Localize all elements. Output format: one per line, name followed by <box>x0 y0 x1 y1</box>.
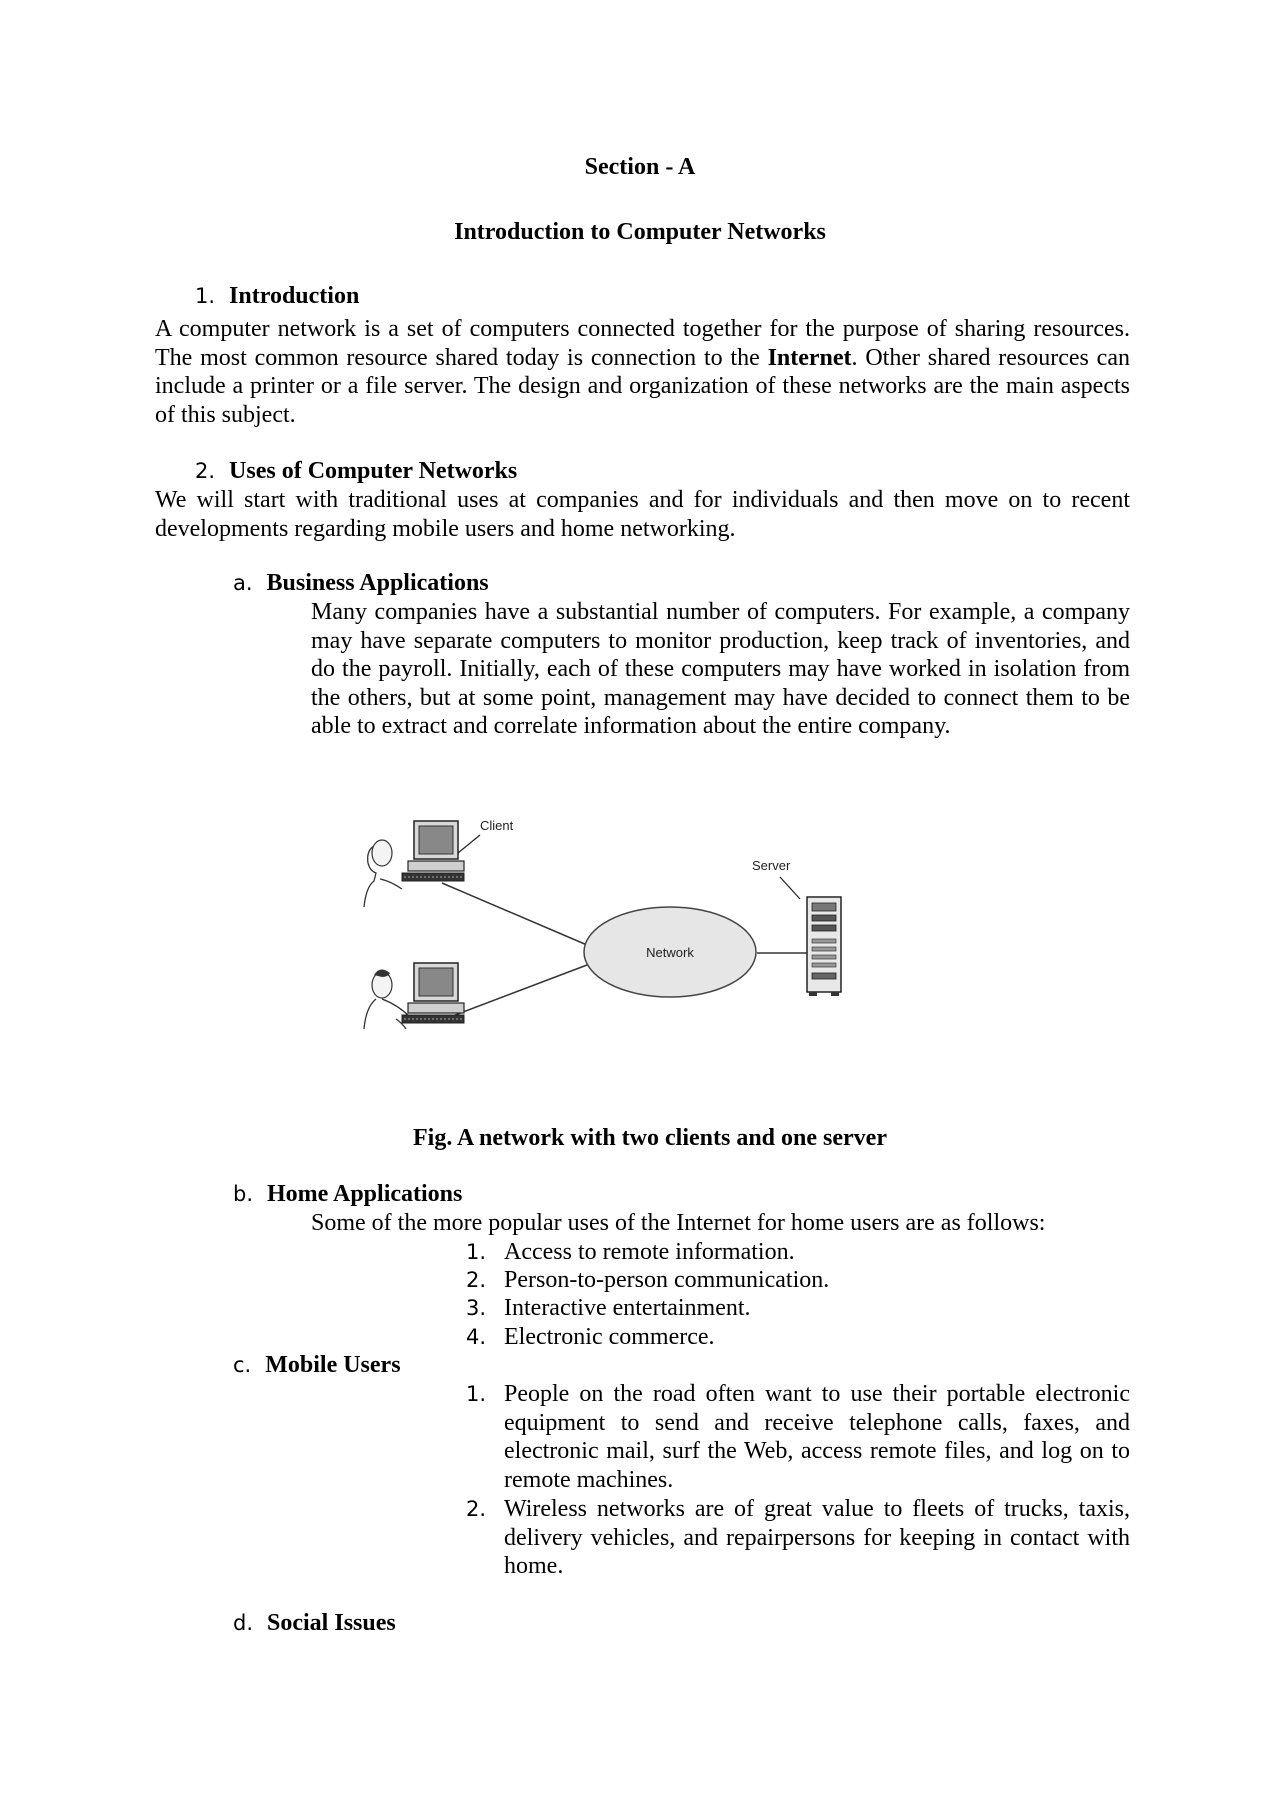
network-figure <box>362 815 852 1060</box>
server-label: Server <box>752 858 791 873</box>
list-item-number: 1. <box>466 1382 487 1406</box>
server-rack-icon <box>807 897 841 996</box>
subsection-c-title: Mobile Users <box>265 1352 401 1378</box>
section-title: Section - A <box>584 154 696 180</box>
subsection-b-letter: b. <box>233 1182 254 1206</box>
subsection-a-paragraph: Many companies have a substantial number of computers. For example, a company may have separate computers to monitor production, keep track of inventories, and do the payroll. Initially, each of these computers may have worked in isolation from the others, but at some point, management may have decided to connect them to be able to extract and correlate information about the entire company. <box>311 599 1130 739</box>
list-item-number: 3. <box>466 1296 487 1320</box>
client-label: Client <box>480 818 514 833</box>
subsection-b-intro: Some of the more popular uses of the Internet for home users are as follows: <box>311 1210 1046 1236</box>
server-pointer <box>780 877 800 899</box>
section-2-paragraph: We will start with traditional uses at companies and for individuals and then move on to recent developments regarding mobile users and home networking. <box>155 487 1130 542</box>
list-item-text: Interactive entertainment. <box>504 1295 751 1321</box>
client-pointer <box>458 835 480 853</box>
section-1-text-b: . Other shared resources can include a printer or a file server. The design and organization of these networks are the main aspects of this subject. <box>155 344 1130 428</box>
subsection-c-heading <box>233 1351 401 1380</box>
subsection-c-letter: c. <box>233 1353 252 1377</box>
network-label: Network <box>646 945 694 960</box>
section-1-heading <box>195 282 359 311</box>
subsection-a-heading <box>233 569 489 598</box>
list-item-text: Access to remote information. <box>504 1239 795 1265</box>
list-item-number: 2. <box>466 1497 487 1521</box>
client-computer-icon <box>364 821 464 907</box>
section-2-heading <box>195 457 517 486</box>
subsection-b-heading <box>233 1180 462 1209</box>
subsection-a-title: Business Applications <box>266 570 489 596</box>
subsection-d-letter: d. <box>233 1611 254 1635</box>
list-item-text: People on the road often want to use their portable electronic equipment to send and receive telephone calls, faxes, and electronic mail, surf the Web, access remote files, and log on to remote machines. <box>504 1381 1130 1493</box>
section-2-title: Uses of Computer Networks <box>229 458 518 484</box>
list-item-number: 1. <box>466 1240 487 1264</box>
list-item-text: Wireless networks are of great value to fleets of trucks, taxis, delivery vehicles, and repairpersons for keeping in contact with home. <box>504 1496 1130 1579</box>
section-1-paragraph <box>155 315 1130 429</box>
list-item-text: Electronic commerce. <box>504 1324 715 1350</box>
section-1-title: Introduction <box>229 283 360 309</box>
internet-term: Internet <box>767 344 852 371</box>
document-title: Introduction to Computer Networks <box>454 219 826 245</box>
list-item-number: 4. <box>466 1325 487 1349</box>
list-item-number: 2. <box>466 1268 487 1292</box>
subsection-a-letter: a. <box>233 571 253 595</box>
link-client1-network <box>442 883 587 945</box>
section-1-text-a: A computer network is a set of computers connected together for the purpose of sharing resources. The most common resource shared today is connection to the <box>155 316 1130 371</box>
figure-caption: Fig. A network with two clients and one server <box>413 1125 887 1151</box>
subsection-d-title: Social Issues <box>267 1610 396 1636</box>
section-1-number: 1. <box>195 284 216 308</box>
subsection-b-title: Home Applications <box>267 1181 463 1207</box>
network-diagram <box>362 815 852 1060</box>
list-item-text: Person-to-person communication. <box>504 1267 830 1293</box>
section-2-number: 2. <box>195 459 216 483</box>
client-computer-2-icon <box>364 963 464 1029</box>
subsection-d-heading <box>233 1609 396 1638</box>
